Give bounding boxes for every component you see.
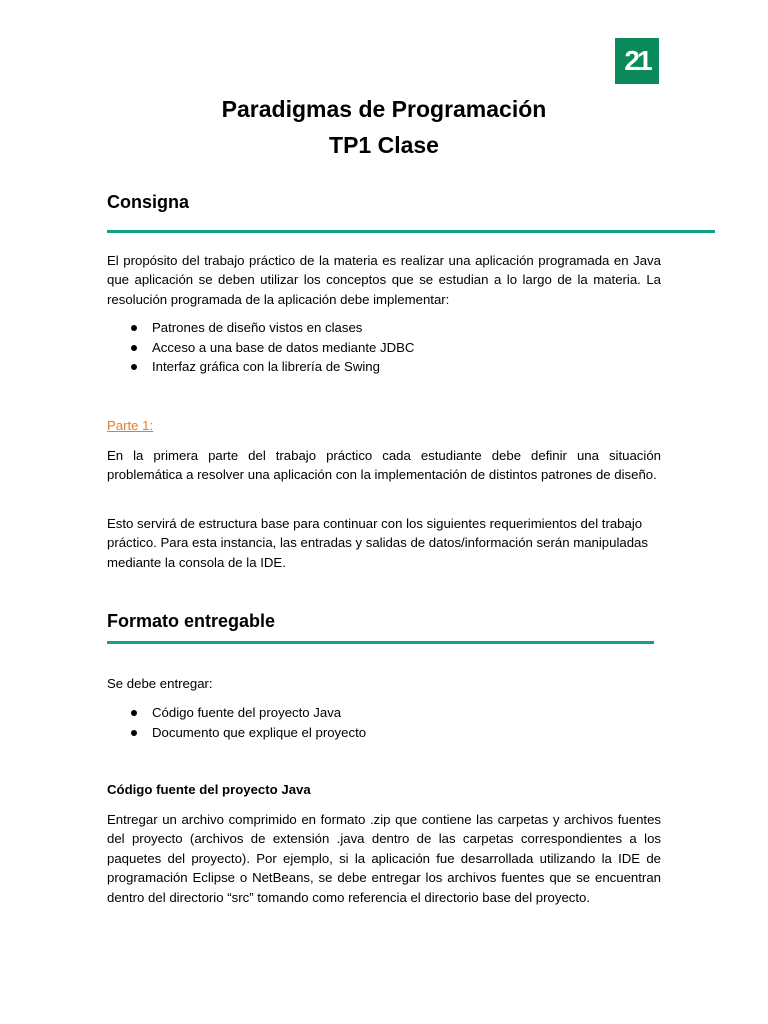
document-subtitle: TP1 Clase [329, 132, 439, 158]
list-item: Acceso a una base de datos mediante JDBC [107, 338, 414, 358]
logo-text: 21 [624, 45, 650, 76]
codigo-fuente-paragraph: Entregar un archivo comprimido en formato .zip que contiene las carpetas y archivos fuentes del proyecto (archivos de extensión .java dentro de las carpetas correspondientes a los paquetes del proyecto). Por ejemplo, si la aplicación fue desarrollada utilizando la IDE de programación Eclipse o NetBeans, se debe entregar los archivos fuentes que se encuentran dentro del directorio “src” tomando como referencia el directorio base del proyecto. [107, 812, 661, 905]
parte-1-paragraph-2: Esto servirá de estructura base para continuar con los siguientes requerimientos del trabajo práctico. Para esta instancia, las entradas y salidas de datos/información serán manipuladas mediante la consola de la IDE. [107, 516, 648, 570]
document-title: Paradigmas de Programación [221, 96, 547, 122]
section-divider [107, 641, 654, 644]
list-item: Patrones de diseño vistos en clases [107, 318, 414, 338]
formato-intro: Se debe entregar: [107, 676, 213, 691]
consigna-bullet-list [107, 318, 414, 377]
list-item: Interfaz gráfica con la librería de Swing [107, 357, 414, 377]
section-heading-consigna: Consigna [107, 192, 190, 212]
list-item: Código fuente del proyecto Java [107, 703, 366, 723]
section-divider [107, 230, 715, 233]
formato-bullet-list [107, 703, 366, 742]
section-heading-formato: Formato entregable [107, 611, 276, 631]
parte-1-label: Parte 1: [107, 418, 154, 433]
codigo-fuente-subheading: Código fuente del proyecto Java [107, 782, 311, 797]
parte-1-paragraph: En la primera parte del trabajo práctico cada estudiante debe definir una situación problemática a resolver una aplicación con la implementación de distintos patrones de diseño. [107, 448, 661, 483]
list-item: Documento que explique el proyecto [107, 723, 366, 743]
consigna-paragraph: El propósito del trabajo práctico de la materia es realizar una aplicación programada en Java que aplicación se deben utilizar los conceptos que se estudian a lo largo de la materia. La resolución programada de la aplicación debe implementar: [107, 253, 661, 307]
brand-logo [615, 38, 659, 84]
